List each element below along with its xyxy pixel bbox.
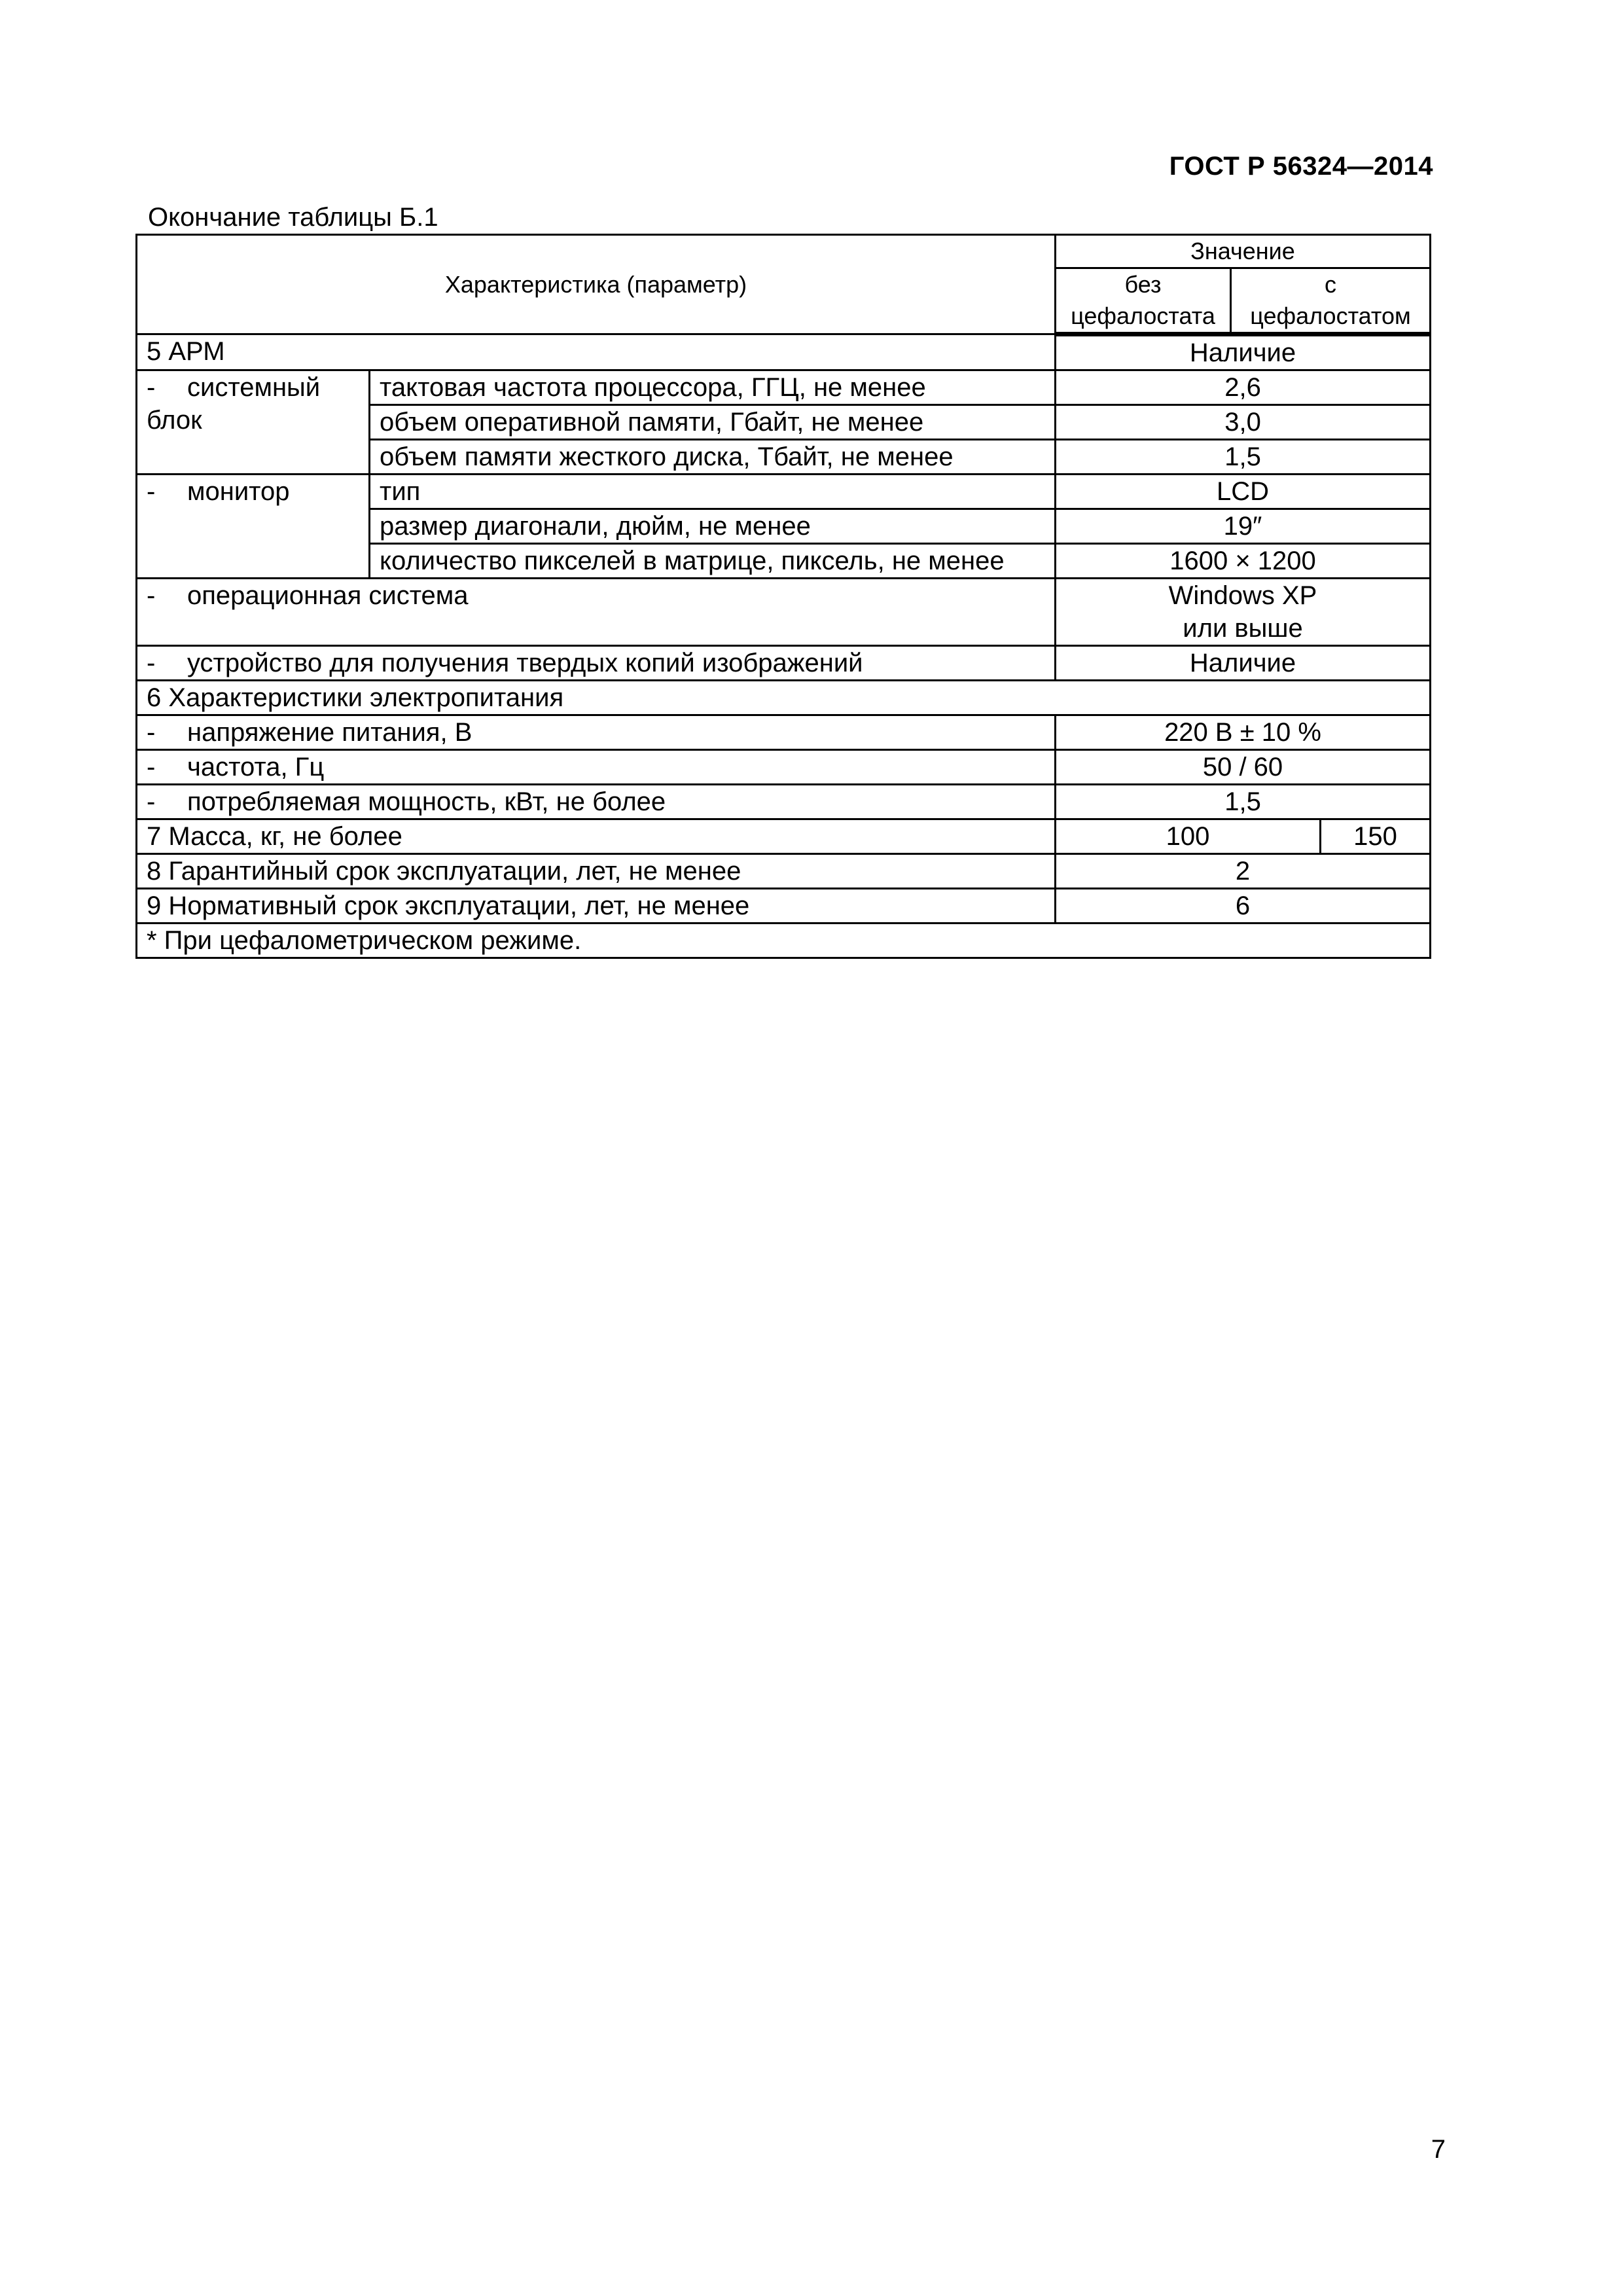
table-row <box>137 715 1431 750</box>
hardcopy-value: Наличие <box>1056 646 1431 681</box>
table-row <box>137 750 1431 785</box>
monitor-label: монитор <box>187 477 290 506</box>
row-param: объем оперативной памяти, Гбайт, не менее <box>370 405 1056 440</box>
table-row <box>137 924 1431 958</box>
dash-marker: - <box>147 787 156 816</box>
dash-marker: - <box>147 718 156 747</box>
power-section-label: 6 Характеристики электропитания <box>137 681 1431 715</box>
power-param-cell <box>137 715 1056 750</box>
apm-label: 5 АРМ <box>137 334 1056 370</box>
service-life-label: 9 Нормативный срок эксплуатации, лет, не менее <box>137 889 1056 924</box>
table-row <box>137 889 1431 924</box>
document-code: ГОСТ Р 56324—2014 <box>1169 152 1433 181</box>
table-header-row <box>137 235 1431 268</box>
system-unit-label: системный блок <box>147 373 321 435</box>
table-caption: Окончание таблицы Б.1 <box>148 203 438 232</box>
row-param: тип <box>370 475 1056 509</box>
row-value: 2,6 <box>1056 370 1431 405</box>
table-row <box>137 854 1431 889</box>
table-row <box>137 370 1431 405</box>
table-row <box>137 646 1431 681</box>
dash-marker: - <box>147 581 156 610</box>
header-parameter: Характеристика (параметр) <box>137 235 1056 334</box>
power-value: 50 / 60 <box>1056 750 1431 785</box>
header-with-cephalostat <box>1231 268 1431 334</box>
row-param: тактовая частота процессора, ГГЦ, не менее <box>370 370 1056 405</box>
header-with-line1: с <box>1325 271 1336 298</box>
table-row <box>137 819 1431 854</box>
warranty-label: 8 Гарантийный срок эксплуатации, лет, не менее <box>137 854 1056 889</box>
table-row <box>137 475 1431 509</box>
monitor-group <box>137 475 370 579</box>
header-without-line2: цефалостата <box>1071 302 1215 329</box>
header-without-line1: без <box>1124 271 1162 298</box>
power-param-cell <box>137 750 1056 785</box>
table-row <box>137 785 1431 819</box>
os-value <box>1056 579 1431 646</box>
row-value: LCD <box>1056 475 1431 509</box>
os-label-cell <box>137 579 1056 646</box>
page-number: 7 <box>1431 2135 1446 2164</box>
mass-label: 7 Масса, кг, не более <box>137 819 1056 854</box>
hardcopy-label-cell <box>137 646 1056 681</box>
row-value: 1600 × 1200 <box>1056 544 1431 579</box>
row-param: количество пикселей в матрице, пиксель, не менее <box>370 544 1056 579</box>
dash-marker: - <box>147 753 156 781</box>
hardcopy-label: устройство для получения твердых копий изображений <box>187 649 863 677</box>
row-value: 1,5 <box>1056 440 1431 475</box>
row-param: объем памяти жесткого диска, Тбайт, не менее <box>370 440 1056 475</box>
os-value-line2: или выше <box>1183 614 1303 643</box>
dash-marker: - <box>147 649 156 677</box>
os-label: операционная система <box>187 581 469 610</box>
apm-value: Наличие <box>1056 334 1431 370</box>
table-row <box>137 579 1431 646</box>
table-row <box>137 681 1431 715</box>
power-value: 220 В ± 10 % <box>1056 715 1431 750</box>
header-value: Значение <box>1056 235 1431 268</box>
row-value: 19″ <box>1056 509 1431 544</box>
dash-marker: - <box>147 373 156 402</box>
mass-without-value: 100 <box>1056 819 1321 854</box>
dash-marker: - <box>147 477 156 506</box>
row-value: 3,0 <box>1056 405 1431 440</box>
warranty-value: 2 <box>1056 854 1431 889</box>
power-param: напряжение питания, В <box>187 718 473 747</box>
mass-with-value: 150 <box>1321 819 1431 854</box>
power-param: потребляемая мощность, кВт, не более <box>187 787 666 816</box>
header-without-cephalostat <box>1056 268 1231 334</box>
table-row <box>137 334 1431 370</box>
os-value-line1: Windows XP <box>1168 581 1317 610</box>
service-life-value: 6 <box>1056 889 1431 924</box>
row-param: размер диагонали, дюйм, не менее <box>370 509 1056 544</box>
characteristics-table <box>135 234 1431 959</box>
header-with-line2: цефалостатом <box>1250 302 1411 329</box>
table-footnote: * При цефалометрическом режиме. <box>137 924 1431 958</box>
system-unit-group <box>137 370 370 475</box>
power-param-cell <box>137 785 1056 819</box>
power-param: частота, Гц <box>187 753 325 781</box>
power-value: 1,5 <box>1056 785 1431 819</box>
